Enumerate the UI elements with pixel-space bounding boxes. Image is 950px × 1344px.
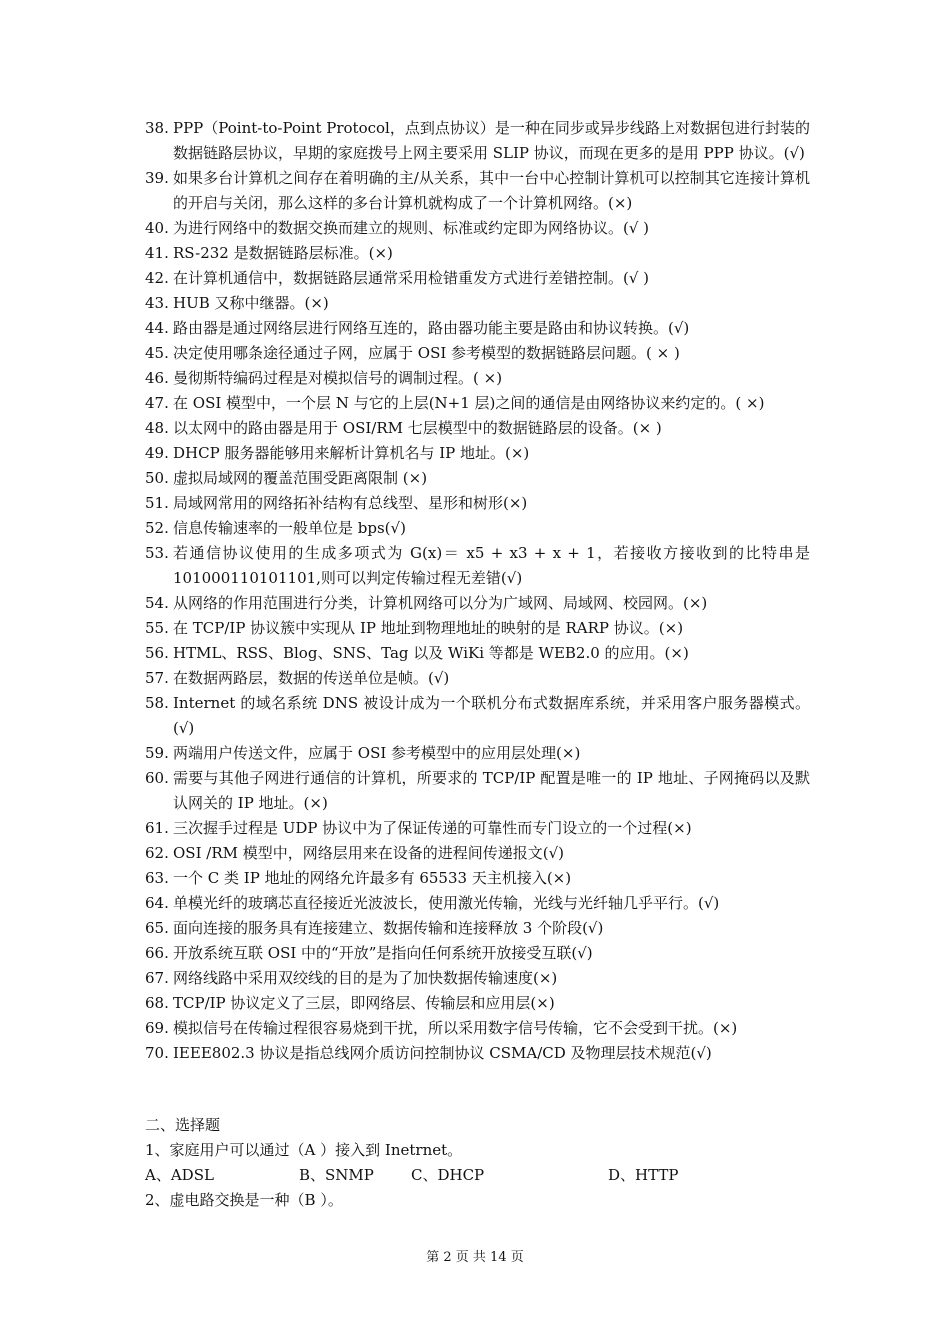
question-text: 从网络的作用范围进行分类，计算机网络可以分为广域网、局域网、校园网。(×) (173, 594, 708, 612)
question-number: 41. (145, 244, 169, 262)
question-text: PPP（Point-to-Point Protocol，点到点协议）是一种在同步或异步线路上对数据包进行封装的数据链路层协议，早期的家庭拨号上网主要采用 SLIP 协议，而现在更多的是用 PPP 协议。(√) (173, 119, 810, 162)
question-number: 60. (145, 769, 169, 787)
question-item (145, 616, 810, 641)
question-item (145, 966, 810, 991)
question-item (145, 866, 810, 891)
question-text: 一个 C 类 IP 地址的网络允许最多有 65533 天主机接入(×) (173, 869, 572, 887)
question-text: 若通信协议使用的生成多项式为 G(x)＝ x5 + x3 + x + 1，若接收方接收到的比特串是 101000110101101,则可以判定传输过程无差错(√) (173, 544, 810, 587)
question-1-options (145, 1163, 810, 1188)
question-text: HTML、RSS、Blog、SNS、Tag 以及 WiKi 等都是 WEB2.0 的应用。(×) (173, 644, 689, 662)
question-text: 在数据两路层，数据的传送单位是帧。(√) (173, 669, 450, 687)
question-text: 决定使用哪条途径通过子网，应属于 OSI 参考模型的数据链路层问题。( × ) (173, 344, 680, 362)
question-1: 1、家庭用户可以通过（A ）接入到 Inetrnet。 (145, 1141, 463, 1159)
question-text: HUB 又称中继器。(×) (173, 294, 329, 312)
question-text: 虚拟局域网的覆盖范围受距离限制 (×) (173, 469, 428, 487)
question-text: 模拟信号在传输过程很容易烧到干扰，所以采用数字信号传输，它不会受到干扰。(×) (173, 1019, 738, 1037)
question-text: 单模光纤的玻璃芯直径接近光波波长，使用激光传输，光线与光纤轴几乎平行。(√) (173, 894, 720, 912)
question-item (145, 391, 810, 416)
question-item (145, 291, 810, 316)
question-number: 50. (145, 469, 169, 487)
option-a: A、ADSL (145, 1166, 214, 1184)
question-text: 为进行网络中的数据交换而建立的规则、标准或约定即为网络协议。(√ ) (173, 219, 650, 237)
question-text: 面向连接的服务具有连接建立、数据传输和连接释放 3 个阶段(√) (173, 919, 604, 937)
question-number: 43. (145, 294, 169, 312)
option-b: B、SNMP (299, 1166, 374, 1184)
question-text: 在 OSI 模型中，一个层 N 与它的上层(N+1 层)之间的通信是由网络协议来约定的。( ×) (173, 394, 765, 412)
question-text: OSI /RM 模型中，网络层用来在设备的进程间传递报文(√) (173, 844, 565, 862)
question-number: 40. (145, 219, 169, 237)
question-number: 61. (145, 819, 169, 837)
question-number: 51. (145, 494, 169, 512)
question-number: 42. (145, 269, 169, 287)
question-text: RS-232 是数据链路层标准。(×) (173, 244, 393, 262)
question-text: 局域网常用的网络拓补结构有总线型、星形和树形(×) (173, 494, 528, 512)
question-number: 49. (145, 444, 169, 462)
question-text: 网络线路中采用双绞线的目的是为了加快数据传输速度(×) (173, 969, 558, 987)
question-number: 56. (145, 644, 169, 662)
question-text: 三次握手过程是 UDP 协议中为了保证传递的可靠性而专门设立的一个过程(×) (173, 819, 692, 837)
question-2: 2、虚电路交换是一种（B ）。 (145, 1191, 343, 1209)
question-item (145, 1041, 810, 1066)
question-item (145, 991, 810, 1016)
question-number: 55. (145, 619, 169, 637)
question-item (145, 841, 810, 866)
question-item (145, 766, 810, 816)
question-item (145, 516, 810, 541)
question-item (145, 241, 810, 266)
question-text: IEEE802.3 协议是指总线网介质访问控制协议 CSMA/CD 及物理层技术规范(√) (173, 1044, 712, 1062)
question-item (145, 941, 810, 966)
question-number: 53. (145, 544, 169, 562)
question-text: Internet 的域名系统 DNS 被设计成为一个联机分布式数据库系统，并采用客户服务器模式。(√) (173, 694, 810, 737)
question-number: 62. (145, 844, 169, 862)
question-item (145, 541, 810, 591)
page-footer: 第 2 页 共 14 页 (426, 1250, 524, 1265)
question-text: DHCP 服务器能够用来解析计算机名与 IP 地址。(×) (173, 444, 530, 462)
question-number: 63. (145, 869, 169, 887)
option-c: C、DHCP (411, 1166, 485, 1184)
section-title: 二、选择题 (145, 1116, 221, 1134)
question-item (145, 916, 810, 941)
question-number: 52. (145, 519, 169, 537)
question-item (145, 466, 810, 491)
question-number: 45. (145, 344, 169, 362)
question-item (145, 441, 810, 466)
option-d: D、HTTP (608, 1166, 679, 1184)
question-item (145, 1016, 810, 1041)
question-item (145, 341, 810, 366)
question-item (145, 216, 810, 241)
question-text: 曼彻斯特编码过程是对模拟信号的调制过程。( ×) (173, 369, 503, 387)
question-text: 两端用户传送文件，应属于 OSI 参考模型中的应用层处理(×) (173, 744, 581, 762)
question-text: 在 TCP/IP 协议簇中实现从 IP 地址到物理地址的映射的是 RARP 协议。(×) (173, 619, 684, 637)
question-item (145, 641, 810, 666)
question-text: 需要与其他子网进行通信的计算机，所要求的 TCP/IP 配置是唯一的 IP 地址、子网掩码以及默认网关的 IP 地址。(×) (173, 769, 810, 812)
question-text: TCP/IP 协议定义了三层，即网络层、传输层和应用层(×) (173, 994, 555, 1012)
question-number: 59. (145, 744, 169, 762)
question-number: 67. (145, 969, 169, 987)
question-number: 65. (145, 919, 169, 937)
question-item (145, 891, 810, 916)
question-number: 54. (145, 594, 169, 612)
question-number: 47. (145, 394, 169, 412)
question-text: 在计算机通信中，数据链路层通常采用检错重发方式进行差错控制。(√ ) (173, 269, 650, 287)
question-text: 信息传输速率的一般单位是 bps(√) (173, 519, 406, 537)
question-item (145, 416, 810, 441)
question-number: 58. (145, 694, 169, 712)
question-number: 57. (145, 669, 169, 687)
question-item (145, 491, 810, 516)
question-number: 66. (145, 944, 169, 962)
question-number: 48. (145, 419, 169, 437)
question-item (145, 266, 810, 291)
question-item (145, 591, 810, 616)
question-item (145, 816, 810, 841)
question-number: 38. (145, 119, 169, 137)
question-number: 46. (145, 369, 169, 387)
question-text: 以太网中的路由器是用于 OSI/RM 七层模型中的数据链路层的设备。(× ) (173, 419, 662, 437)
true-false-question-list (145, 116, 810, 1066)
question-number: 70. (145, 1044, 169, 1062)
question-number: 69. (145, 1019, 169, 1037)
question-item (145, 666, 810, 691)
question-text: 路由器是通过网络层进行网络互连的，路由器功能主要是路由和协议转换。(√) (173, 319, 690, 337)
question-number: 39. (145, 169, 169, 187)
question-number: 64. (145, 894, 169, 912)
question-item (145, 366, 810, 391)
question-item (145, 691, 810, 741)
question-item (145, 116, 810, 166)
question-number: 44. (145, 319, 169, 337)
question-text: 如果多台计算机之间存在着明确的主/从关系，其中一台中心控制计算机可以控制其它连接计算机的开启与关闭，那么这样的多台计算机就构成了一个计算机网络。(×) (173, 169, 810, 212)
question-item (145, 316, 810, 341)
question-item (145, 166, 810, 216)
question-text: 开放系统互联 OSI 中的“开放”是指向任何系统开放接受互联(√) (173, 944, 593, 962)
question-number: 68. (145, 994, 169, 1012)
question-item (145, 741, 810, 766)
